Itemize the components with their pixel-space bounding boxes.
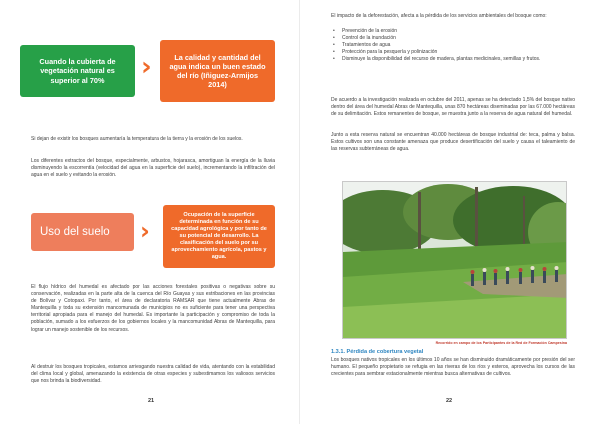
chevron-right-icon: ›	[141, 52, 152, 82]
deforestation-intro: El impacto de la deforestación, afecta a la pérdida de los servicios ambientales del bosque como:	[331, 13, 547, 19]
paragraph-vegetation-loss: Los bosques nativos tropicales en los últimos 10 años se han disminuido dramáticamente por presión del ser humano. El pequeño propietario se refugia en las riveras de los ríos y esteros, aprovecha los cursos de las crecientes para sembrar estacionalmente mientras busca alternativas de cultivos.	[331, 357, 575, 378]
ecosystem-services-list	[331, 28, 575, 63]
page-number-left: 21	[148, 398, 155, 404]
water-quality-box	[160, 40, 275, 102]
land-use-box	[31, 213, 134, 251]
list-item: • Control de la inundación	[331, 35, 575, 42]
water-quality-text: La calidad y cantidad del agua indica un buen estado del río (Iñiguez-Armijos 2014)	[169, 52, 266, 90]
paragraph-forest-loss: Si dejan de existir los bosques aumentaría la temperatura de la tierra y la erosión de los suelos.	[31, 136, 243, 142]
paragraph-industrial-forest: Junto a esta reserva natural se encuentran 40.000 hectáreas de bosque industrial de: teca, palma y balsa. Estos cultivos son una constante amenaza que produce desertificación del suelo y causa el taleamiento de las reservas subterráneas de agua.	[331, 132, 575, 153]
list-item: • Disminuye la disponibilidad del recurso de madera, plantas medicinales, semillas y frutos.	[331, 56, 575, 63]
list-item: • Protección para la pesquería y polinización	[331, 49, 575, 56]
paragraph-tropical-forests: Al destruir los bosques tropicales, estamos arriesgando nuestra calidad de vida, atentando con la estabilidad del clima local y global, amenazando la existencia de otras especies y subestimamos los valiosos servicios que nos brinda la biodiversidad.	[31, 364, 275, 385]
paragraph-forest-extracts: Los diferentes extractos del bosque, especialmente, arbustos, hojarasca, amortiguan la energía de la lluvia disminuyendo la escorrentía (velocidad del agua en la superficie del suelo), incrementando la infiltración del agua en el suelo y evitando la erosión.	[31, 158, 275, 179]
right-page	[300, 0, 600, 424]
land-occupation-box	[163, 205, 275, 268]
vegetation-cover-text: Cuando la cubierta de vegetación natural es superior al 70%	[39, 57, 116, 85]
field-walk-photo	[342, 181, 567, 339]
land-use-title: Uso del suelo	[40, 225, 110, 238]
paragraph-native-forest-research: De acuerdo a la investigación realizada en octubre del 2011, apenas se ha detectado 1,5% del bosque nativo dentro del área del humedal Abras de Mantequilla, unas 870 hectáreas diseminadas por las 67.000 hectáreas de su delimitación. Estos remanentes de bosque, se muestra junto a la reserva de agua natural del humedal.	[331, 97, 575, 118]
page-number-right: 22	[446, 398, 453, 404]
list-item: • Tratamientos de agua	[331, 42, 575, 49]
paragraph-water-flow: El flujo hídrico del humedal es afectado por las acciones forestales positivas o negativas sobre su conservación, realizadas en la parte alta de la cuenca del Río Guayas y sus estribaciones en las provincias de Bolívar y Cotopaxi. Por tanto, el área de declaratoria RAMSAR que tiene actualmente Abras de Mantequilla y toda su extensión mancomunada de municipios no es suficiente para tener una perspectiva territorial apropiada para el manejo del humedal. Es importante la participación y compromiso de toda la población, sumado a los esfuerzos de los gobiernos locales y la mancomunidad Abras de Mantequilla, para lograr un manejo sostenible de los recursos.	[31, 284, 275, 333]
section-heading: 1.3.1. Pérdida de cobertura vegetal	[331, 349, 424, 355]
chevron-right-icon: ›	[140, 217, 150, 245]
list-item: • Prevención de la erosión	[331, 28, 575, 35]
vegetation-cover-box	[20, 45, 135, 97]
land-occupation-text: Ocupación de la superficie determinada en función de su capacidad agrológica y por tanto de su potencial de desarrollo. La clasificación del suelo por su aprovechamiento agrícola, pastos y agua.	[171, 212, 267, 260]
photo-caption: Recorrido en campo de los Participantes de la Red de Formación Campesina	[435, 341, 567, 345]
